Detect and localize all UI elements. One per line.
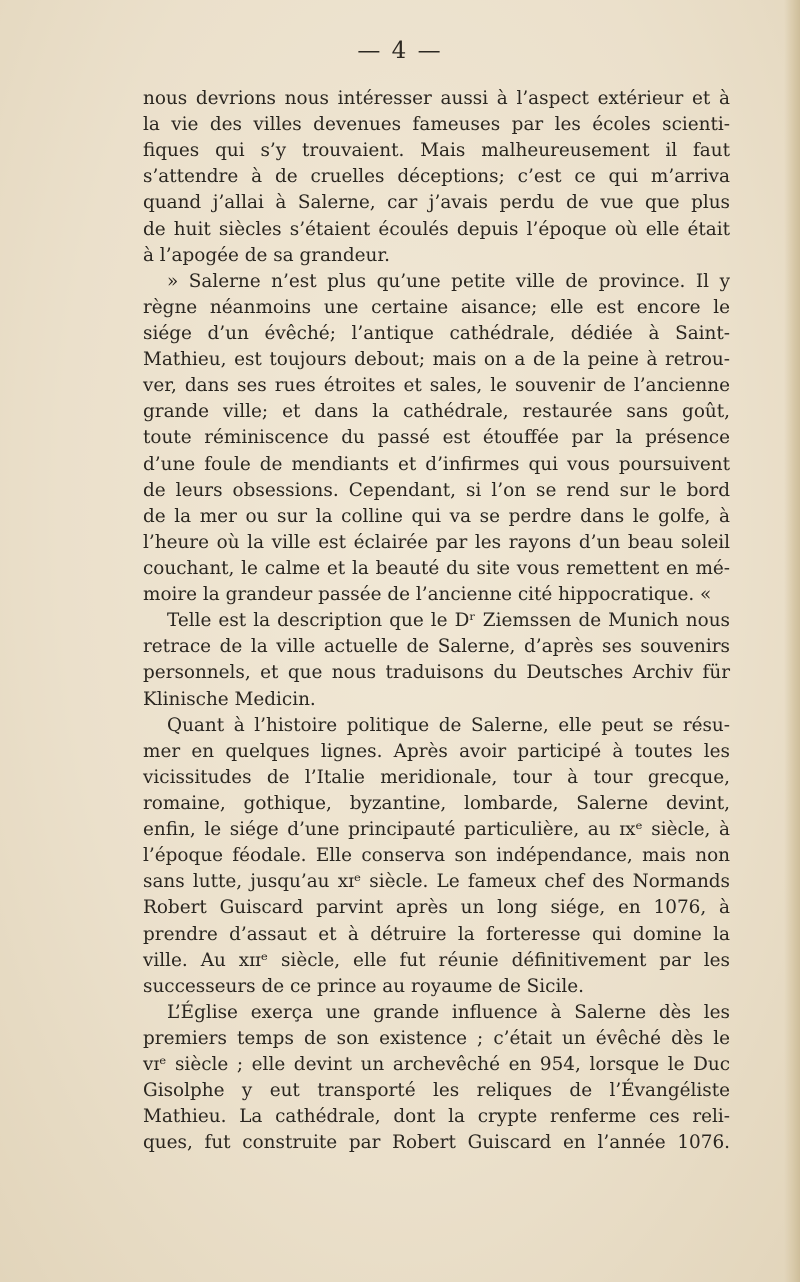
text-line: ques, fut construite par Robert Guiscard en l’année 1076. (143, 1132, 730, 1154)
text-line: personnels, et que nous traduisons du Deutsches Archiv für (143, 662, 730, 684)
text-line: règne néanmoins une certaine aisance; elle est encore le (143, 296, 730, 318)
text-line: vicissitudes de l’Italie meridionale, tour à tour grecque, (143, 766, 730, 788)
text-line: grande ville; et dans la cathédrale, restaurée sans goût, (143, 401, 730, 423)
text-line: L’Église exerça une grande influence à Salerne dès les (167, 1001, 730, 1023)
text-line: ville. Au xɪɪᵉ siècle, elle fut réunie définitivement par les (143, 949, 730, 971)
text-line: quand j’allai à Salerne, car j’avais perdu de vue que plus (143, 192, 730, 214)
text-line: Gisolphe y eut transporté les reliques de l’Évangéliste (143, 1080, 730, 1102)
text-line: Telle est la description que le Dʳ Ziemssen de Munich nous (167, 610, 730, 632)
text-line: successeurs de ce prince au royaume de Sicile. (143, 975, 584, 997)
page-number: — 4 — (357, 38, 443, 64)
text-line: vɪᵉ siècle ; elle devint un archevêché en 954, lorsque le Duc (143, 1054, 730, 1076)
body-text (143, 86, 730, 1156)
text-line: Klinische Medicin. (143, 688, 316, 710)
text-line: l’heure où la ville est éclairée par les rayons d’un beau soleil (143, 531, 730, 553)
text-line: Robert Guiscard parvint après un long siége, en 1076, à (143, 897, 730, 919)
text-line: s’attendre à de cruelles déceptions; c’est ce qui m’arriva (143, 166, 730, 188)
text-line: toute réminiscence du passé est étouffée par la présence (143, 427, 730, 449)
text-line: retrace de la ville actuelle de Salerne, d’après ses souvenirs (143, 636, 730, 658)
text-line: Mathieu. La cathédrale, dont la crypte renferme ces reli- (143, 1106, 730, 1128)
text-line: sans lutte, jusqu’au xɪᵉ siècle. Le fameux chef des Normands (143, 871, 730, 893)
text-line: la vie des villes devenues fameuses par les écoles scienti- (143, 114, 730, 136)
text-line: couchant, le calme et la beauté du site vous remettent en mé- (143, 557, 730, 579)
text-line: d’une foule de mendiants et d’infirmes qui vous poursuivent (143, 453, 730, 475)
text-line: Mathieu, est toujours debout; mais on a de la peine à retrou- (143, 349, 730, 371)
text-line: premiers temps de son existence ; c’était un évêché dès le (143, 1027, 730, 1049)
text-line: de la mer ou sur la colline qui va se perdre dans le golfe, à (143, 505, 730, 527)
text-line: Quant à l’histoire politique de Salerne, elle peut se résu- (167, 714, 730, 736)
text-line: de huit siècles s’étaient écoulés depuis l’époque où elle était (143, 218, 730, 240)
text-line: prendre d’assaut et à détruire la forteresse qui domine la (143, 923, 730, 945)
text-line: enfin, le siége d’une principauté particulière, au ɪxᵉ siècle, à (143, 819, 730, 841)
text-line: l’époque féodale. Elle conserva son indépendance, mais non (143, 845, 730, 867)
text-line: de leurs obsessions. Cependant, si l’on se rend sur le bord (143, 479, 730, 501)
page-edge-shadow (784, 0, 800, 1282)
text-line: fiques qui s’y trouvaient. Mais malheureusement il faut (143, 140, 730, 162)
text-line: moire la grandeur passée de l’ancienne cité hippocratique. « (143, 584, 712, 606)
text-line: à l’apogée de sa grandeur. (143, 244, 390, 266)
text-line: nous devrions nous intéresser aussi à l’aspect extérieur et à (143, 88, 730, 109)
text-line: » Salerne n’est plus qu’une petite ville de province. Il y (167, 270, 730, 292)
text-line: siége d’un évêché; l’antique cathédrale, dédiée à Saint- (143, 322, 730, 344)
text-line: romaine, gothique, byzantine, lombarde, Salerne devint, (143, 792, 730, 814)
text-line: ver, dans ses rues étroites et sales, le souvenir de l’ancienne (143, 375, 730, 397)
text-line: mer en quelques lignes. Après avoir participé à toutes les (143, 740, 730, 762)
